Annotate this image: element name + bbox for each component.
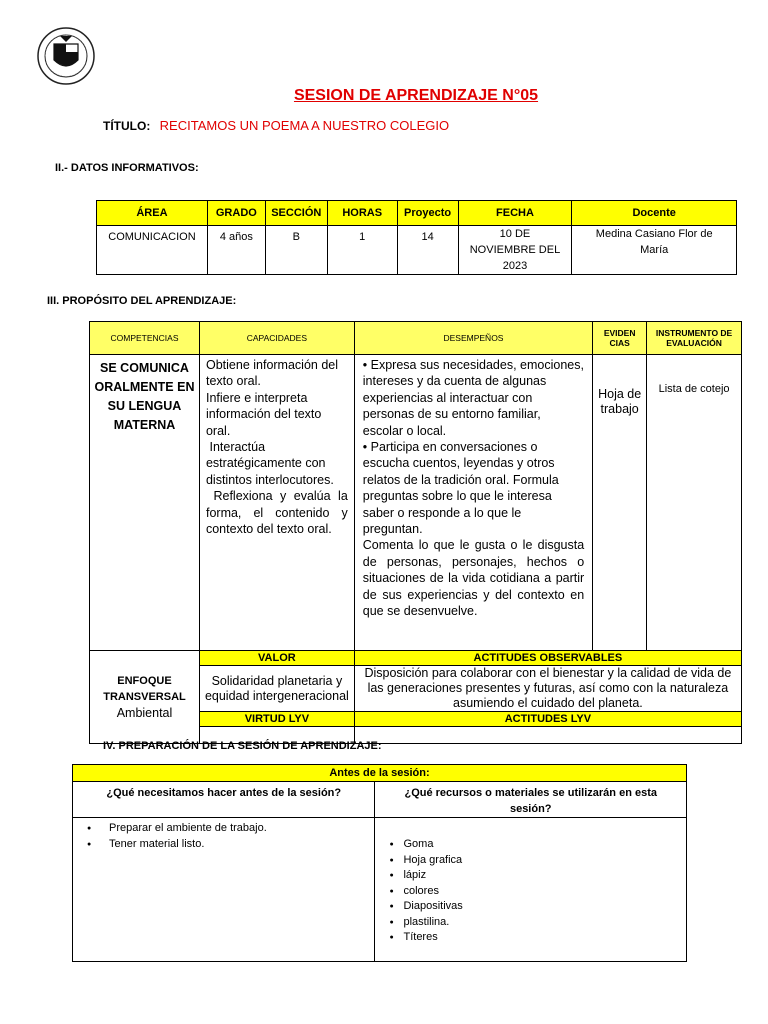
datos-cell-horas: 1 [327,226,397,275]
desempeno-item: • Expresa sus necesidades, emociones, intereses y da cuenta de algunas experiencias al interactuar con personas de su entorno familiar, escolar o local. [362,358,584,438]
valor-cell: Solidaridad planetaria y equidad intergeneracional [199,666,354,712]
desempenos-cell [354,355,592,651]
datos-cell-grado: 4 años [207,226,265,275]
section-datos-heading: II.- DATOS INFORMATIVOS: [55,162,199,174]
list-item: ● Diapositivas [375,899,686,915]
list-item: ● Goma [375,837,686,853]
session-title-label: TÍTULO: [103,119,151,133]
datos-header: ÁREA [97,201,208,226]
proposito-header: DESEMPEÑOS [354,322,592,355]
session-title-value: RECITAMOS UN POEMA A NUESTRO COLEGIO [159,118,450,133]
enfoque-label: ENFOQUE TRANSVERSAL [103,675,186,703]
instrumento-cell: Lista de cotejo [647,355,742,651]
proposito-header: COMPETENCIAS [90,322,200,355]
datos-header: HORAS [327,201,397,226]
capacidad-item: Obtiene información del texto oral. [205,358,339,389]
datos-cell-area: COMUNICACION [97,226,208,275]
section-proposito-heading: III. PROPÓSITO DEL APRENDIZAJE: [47,295,237,307]
datos-header: SECCIÓN [265,201,327,226]
proposito-table [89,321,742,744]
datos-cell-proyecto: 14 [397,226,458,275]
preparacion-question-2: ¿Qué recursos o materiales se utilizarán en esta sesión? [375,782,687,818]
list-item: ● lápiz [375,868,686,884]
capacidades-cell [199,355,354,651]
actitudes-lyv-header: ACTITUDES LYV [354,712,741,727]
actitudes-header: ACTITUDES OBSERVABLES [354,651,741,666]
list-item: ● Preparar el ambiente de trabajo. [73,821,374,837]
datos-table [96,200,737,275]
enfoque-cell [90,651,200,744]
actitudes-cell: Disposición para colaborar con el bienestar y la calidad de vida de las generaciones presentes y futuras, así como con la naturaleza asumiendo el cuidado del planeta. [354,666,741,712]
capacidad-item: Infiere e interpreta información del texto oral. [205,390,322,438]
preparacion-question-1: ¿Qué necesitamos hacer antes de la sesión? [73,782,375,818]
desempeno-item: Comenta lo que le gusta o le disgusta de personas, personajes, hechos o situaciones de la vida cotidiana a partir de sus experiencias y del contexto en que se desenvuelve. [362,538,585,619]
valor-header: VALOR [199,651,354,666]
datos-header: FECHA [458,201,572,226]
datos-header: GRADO [207,201,265,226]
datos-cell-docente: Medina Casiano Flor de María [572,226,737,275]
evidencias-cell: Hoja de trabajo [593,355,647,651]
capacidad-item: Reflexiona y evalúa la forma, el contenido y contexto del texto oral. [205,489,352,537]
datos-cell-fecha: 10 DE NOVIEMBRE DEL 2023 [458,226,572,275]
list-item: ● Títeres [375,930,686,946]
list-item: ● Hoja grafica [375,853,686,869]
actitudes-lyv-value-cell [354,727,741,744]
antes-list-cell [73,818,375,962]
materiales-list-cell [375,818,687,962]
session-title-row [103,118,449,133]
competencia-cell: SE COMUNICA ORALMENTE EN SU LENGUA MATERNA [90,355,200,651]
list-item: ● Tener material listo. [73,837,374,853]
enfoque-value: Ambiental [116,706,173,720]
materiales-list [375,837,686,946]
proposito-header: INSTRUMENTO DE EVALUACIÓN [647,322,742,355]
datos-header: Docente [572,201,737,226]
datos-header: Proyecto [397,201,458,226]
desempeno-item: • Participa en conversaciones o escucha cuentos, leyendas y otros relatos de la tradición oral. Formula preguntas sobre lo que le interesa saber o responde a lo que le preguntan. [362,440,559,537]
list-item: ● colores [375,884,686,900]
proposito-header: CAPACIDADES [199,322,354,355]
list-item: ● plastilina. [375,915,686,931]
preparacion-header: Antes de la sesión: [73,765,687,782]
capacidad-item: Interactúa estratégicamente con distintos interlocutores. [205,440,334,487]
datos-cell-seccion: B [265,226,327,275]
preparacion-table [72,764,687,962]
virtud-header: VIRTUD LYV [199,712,354,727]
page-title: SESION DE APRENDIZAJE N°05 [293,87,539,104]
section-preparacion-heading: IV. PREPARACIÓN DE LA SESIÓN DE APRENDIZAJE: [103,740,382,752]
school-crest-logo [36,26,96,86]
antes-list [73,821,374,852]
proposito-header: EVIDEN CIAS [593,322,647,355]
